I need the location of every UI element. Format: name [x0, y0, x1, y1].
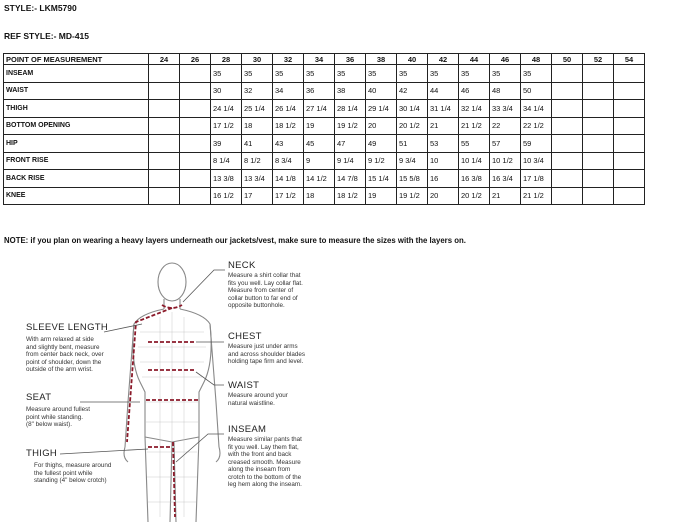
column-header-size: 38 [366, 54, 397, 65]
style-code: STYLE:- LKM5790 [4, 3, 77, 13]
table-cell: 50 [521, 82, 552, 100]
column-header-size: 36 [335, 54, 366, 65]
table-row [4, 117, 645, 135]
row-label: KNEE [4, 187, 149, 205]
table-cell: 16 3/8 [459, 170, 490, 188]
table-cell: 34 1/4 [521, 100, 552, 118]
size-chart-table [3, 53, 645, 205]
body-figure-illustration [0, 252, 679, 527]
table-cell: 17 1/8 [521, 170, 552, 188]
table-cell: 24 1/4 [211, 100, 242, 118]
table-cell [149, 100, 180, 118]
table-cell [149, 152, 180, 170]
column-header-size: 54 [614, 54, 645, 65]
column-header-size: 42 [428, 54, 459, 65]
table-cell [149, 135, 180, 153]
table-row [4, 135, 645, 153]
table-cell: 34 [273, 82, 304, 100]
table-cell [614, 135, 645, 153]
ref-style-code: REF STYLE:- MD-415 [4, 31, 90, 41]
table-cell [180, 135, 211, 153]
table-cell: 25 1/4 [242, 100, 273, 118]
table-cell [180, 170, 211, 188]
table-cell [149, 170, 180, 188]
table-cell [180, 82, 211, 100]
table-cell: 10 [428, 152, 459, 170]
table-cell: 36 [304, 82, 335, 100]
table-cell: 35 [304, 65, 335, 83]
row-label: BOTTOM OPENING [4, 117, 149, 135]
table-cell: 8 1/4 [211, 152, 242, 170]
sleeve-length-description: With arm relaxed at side and slightly bent, measure from center back neck, over point of shoulder, down the outside of the arm wrist. [26, 336, 104, 373]
table-cell: 10 1/2 [490, 152, 521, 170]
table-cell: 30 1/4 [397, 100, 428, 118]
table-row [4, 170, 645, 188]
table-cell [180, 152, 211, 170]
table-cell [552, 82, 583, 100]
table-cell [583, 135, 614, 153]
column-header-size: 28 [211, 54, 242, 65]
table-cell: 18 1/2 [273, 117, 304, 135]
neck-label: NECK [228, 260, 256, 271]
table-cell: 16 [428, 170, 459, 188]
table-cell [614, 152, 645, 170]
table-cell: 9 [304, 152, 335, 170]
table-cell: 21 [428, 117, 459, 135]
table-cell [583, 152, 614, 170]
table-cell: 35 [273, 65, 304, 83]
layering-note: NOTE: if you plan on wearing a heavy layers underneath our jackets/vest, make sure to measure the sizes with the layers on. [4, 236, 466, 245]
table-cell: 18 [242, 117, 273, 135]
table-row [4, 65, 645, 83]
table-cell [583, 100, 614, 118]
table-cell: 29 1/4 [366, 100, 397, 118]
inseam-label: INSEAM [228, 424, 267, 435]
row-label: WAIST [4, 82, 149, 100]
table-cell: 41 [242, 135, 273, 153]
row-label: BACK RISE [4, 170, 149, 188]
table-cell: 21 1/2 [521, 187, 552, 205]
table-header-row [4, 54, 645, 65]
table-cell: 31 1/4 [428, 100, 459, 118]
table-cell [614, 65, 645, 83]
table-cell: 14 1/8 [273, 170, 304, 188]
table-cell: 43 [273, 135, 304, 153]
table-cell: 48 [490, 82, 521, 100]
thigh-description: For thighs, measure around the fullest point while standing (4" below crotch) [34, 462, 112, 484]
table-cell: 21 1/2 [459, 117, 490, 135]
table-cell: 9 1/2 [366, 152, 397, 170]
measurement-guide [0, 252, 679, 527]
column-header-size: 48 [521, 54, 552, 65]
table-cell [552, 135, 583, 153]
table-cell: 30 [211, 82, 242, 100]
table-cell [552, 100, 583, 118]
table-cell: 35 [521, 65, 552, 83]
table-cell [180, 117, 211, 135]
table-cell: 51 [397, 135, 428, 153]
table-cell: 35 [335, 65, 366, 83]
column-header-size: 32 [273, 54, 304, 65]
table-cell [552, 117, 583, 135]
table-cell [583, 65, 614, 83]
table-cell: 16 3/4 [490, 170, 521, 188]
table-cell: 35 [211, 65, 242, 83]
table-cell: 19 [304, 117, 335, 135]
table-cell [583, 82, 614, 100]
table-cell: 9 3/4 [397, 152, 428, 170]
table-cell: 40 [366, 82, 397, 100]
table-cell: 46 [459, 82, 490, 100]
table-cell: 13 3/8 [211, 170, 242, 188]
table-cell [552, 170, 583, 188]
table-cell: 32 1/4 [459, 100, 490, 118]
chest-description: Measure just under arms and across shoulder blades holding tape firm and level. [228, 343, 306, 365]
column-header-size: 46 [490, 54, 521, 65]
table-cell [149, 65, 180, 83]
row-label: FRONT RISE [4, 152, 149, 170]
table-cell: 8 3/4 [273, 152, 304, 170]
table-cell: 35 [490, 65, 521, 83]
table-cell [180, 65, 211, 83]
table-cell: 49 [366, 135, 397, 153]
table-cell: 45 [304, 135, 335, 153]
table-cell [149, 187, 180, 205]
table-cell [552, 187, 583, 205]
table-cell: 27 1/4 [304, 100, 335, 118]
table-cell [583, 170, 614, 188]
table-cell: 20 1/2 [397, 117, 428, 135]
table-cell: 59 [521, 135, 552, 153]
table-row [4, 100, 645, 118]
table-cell [614, 187, 645, 205]
table-cell: 35 [366, 65, 397, 83]
table-cell [614, 100, 645, 118]
table-cell: 19 1/2 [397, 187, 428, 205]
seat-description: Measure around fullest point while standing. (8" below waist). [26, 406, 91, 428]
table-cell: 55 [459, 135, 490, 153]
table-cell: 14 1/2 [304, 170, 335, 188]
row-label: INSEAM [4, 65, 149, 83]
table-cell [180, 100, 211, 118]
column-header-measurement: POINT OF MEASUREMENT [4, 54, 149, 65]
table-cell: 28 1/4 [335, 100, 366, 118]
waist-description: Measure around your natural waistline. [228, 392, 288, 407]
table-cell [614, 82, 645, 100]
table-cell: 35 [397, 65, 428, 83]
table-cell: 38 [335, 82, 366, 100]
table-cell: 20 1/2 [459, 187, 490, 205]
column-header-size: 52 [583, 54, 614, 65]
table-cell: 15 1/4 [366, 170, 397, 188]
table-cell [614, 117, 645, 135]
table-cell: 42 [397, 82, 428, 100]
column-header-size: 40 [397, 54, 428, 65]
table-cell: 19 1/2 [335, 117, 366, 135]
waist-label: WAIST [228, 380, 260, 391]
table-row [4, 82, 645, 100]
table-cell: 17 [242, 187, 273, 205]
table-cell: 10 1/4 [459, 152, 490, 170]
table-cell: 22 1/2 [521, 117, 552, 135]
inseam-description: Measure similar pants that fit you well. Lay them flat, with the front and back creased smooth. Measure along the inseam from crotch to the bottom of the leg hem along the inseam. [228, 436, 302, 488]
table-cell: 9 1/4 [335, 152, 366, 170]
table-cell: 32 [242, 82, 273, 100]
table-cell: 35 [242, 65, 273, 83]
table-cell: 16 1/2 [211, 187, 242, 205]
table-cell: 21 [490, 187, 521, 205]
table-cell: 26 1/4 [273, 100, 304, 118]
table-cell: 20 [428, 187, 459, 205]
table-cell: 20 [366, 117, 397, 135]
table-cell: 10 3/4 [521, 152, 552, 170]
table-cell [149, 82, 180, 100]
column-header-size: 30 [242, 54, 273, 65]
table-cell [180, 187, 211, 205]
thigh-label: THIGH [26, 448, 58, 459]
sleeve-length-label: SLEEVE LENGTH [26, 322, 109, 333]
table-cell: 17 1/2 [211, 117, 242, 135]
table-cell: 44 [428, 82, 459, 100]
table-cell: 13 3/4 [242, 170, 273, 188]
table-cell: 17 1/2 [273, 187, 304, 205]
table-cell: 15 5/8 [397, 170, 428, 188]
seat-label: SEAT [26, 392, 52, 403]
table-cell: 18 1/2 [335, 187, 366, 205]
table-cell: 8 1/2 [242, 152, 273, 170]
table-cell [552, 152, 583, 170]
table-cell [583, 187, 614, 205]
column-header-size: 34 [304, 54, 335, 65]
table-cell: 57 [490, 135, 521, 153]
table-cell: 14 7/8 [335, 170, 366, 188]
table-cell [614, 170, 645, 188]
column-header-size: 50 [552, 54, 583, 65]
table-cell: 35 [428, 65, 459, 83]
table-cell [583, 117, 614, 135]
row-label: THIGH [4, 100, 149, 118]
table-row [4, 187, 645, 205]
table-cell: 22 [490, 117, 521, 135]
table-cell: 19 [366, 187, 397, 205]
table-cell: 33 3/4 [490, 100, 521, 118]
row-label: HIP [4, 135, 149, 153]
table-cell: 35 [459, 65, 490, 83]
table-cell [552, 65, 583, 83]
column-header-size: 24 [149, 54, 180, 65]
neck-description: Measure a shirt collar that fits you well. Lay collar flat. Measure from center of collar button to far end of opposite buttonhole. [228, 272, 303, 309]
table-cell: 53 [428, 135, 459, 153]
chest-label: CHEST [228, 331, 262, 342]
table-row [4, 152, 645, 170]
table-cell: 18 [304, 187, 335, 205]
table-cell: 47 [335, 135, 366, 153]
table-cell [149, 117, 180, 135]
table-cell: 39 [211, 135, 242, 153]
column-header-size: 44 [459, 54, 490, 65]
column-header-size: 26 [180, 54, 211, 65]
